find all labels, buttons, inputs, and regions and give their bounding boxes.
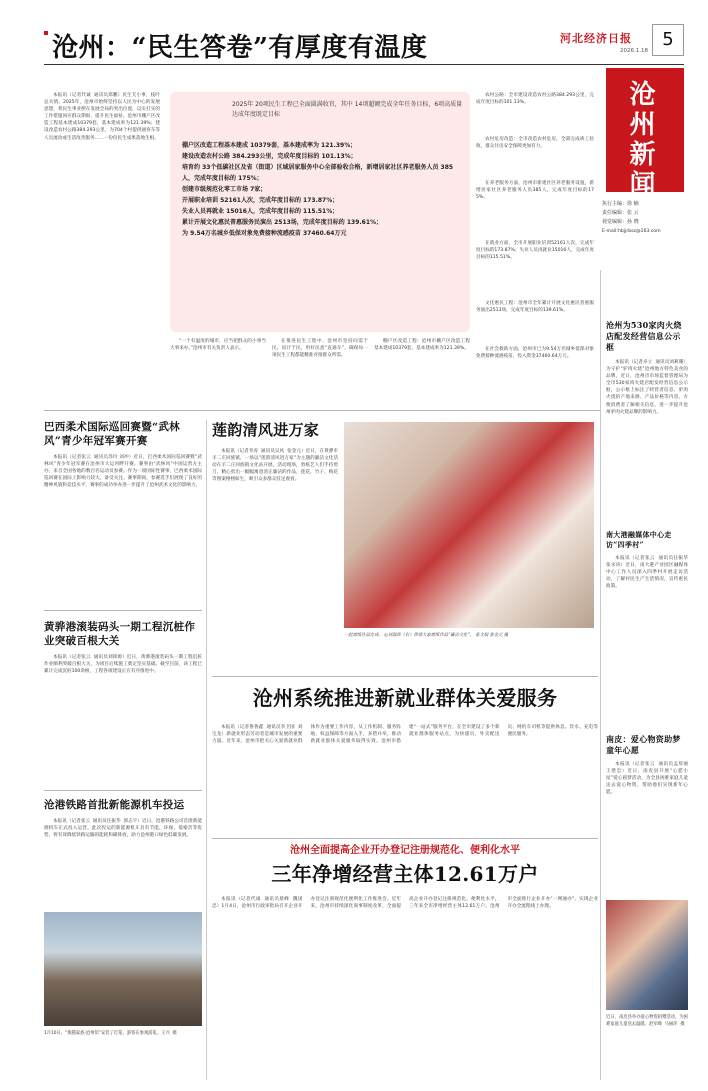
highlight-item: 为 9.54万名城乡低保对象免费接种流感疫苗 37460.64万元 <box>182 230 347 237</box>
left-brief-text: 本报讯（记者张云 通讯员苏玲 刘冲）近日，巴西柔术国际巡回赛暨“武林风”青少年冠军赛在沧州市大运河畔开赛。赛事由“武林风”中国运营方主办，来自全国各地的数百名运动员参赛。作为一项国际性赛事，巴西柔术国际巡回赛在国际上影响力较大，备受关注。赛事期间，参赛选手们展现了良好的精神风貌和竞技水平，赛事的成功举办进一步提升了沧州武术文化的影响力。 <box>44 455 202 489</box>
credits-box <box>602 200 688 256</box>
highlight-item: 棚户区改造工程基本建成 10379套，基本建成率为 121.39%； <box>182 142 357 149</box>
lead-paragraph: 在就业方面，全市开展职业培训52161人次，完成年度目标的173.87%；失业人员再就业15016人，完成年度目标的115.51%。 <box>476 241 594 261</box>
feature-photo <box>344 422 594 628</box>
employment-text: 本报讯（记者鲁鲁鑫 通讯员李卫国 刘宝龙）新就业形态劳动者是城市发展的重要力量。近年来，沧州市把关心关爱新就业群体作为重要工作内容，从工作机制、服务阵地、权益保障等方面入手，多措并举，推动新就业群体关爱服务取得实效。沧州市搭建“一站式”服务平台，在全市建设了多个新就业群体服务站点，为快递员、外卖配送员、网约车司机等提供休息、饮水、充电等便民服务。 <box>212 725 598 745</box>
left-brief-2 <box>44 620 202 784</box>
feature-text: 本报讯（记者李涛 通讯员吴风 张金元）近日，在黄骅市羊二庄回族镇，一场以“莲韵清风进万家”为主题的廉洁文化活动在羊二庄回族镇文化站开展。活动现场，剪纸艺人们手持剪刀，精心剪出一幅幅寓意清正廉洁的作品，莲花、竹子、梅花等图案栩栩如生，吸引众多群众驻足观看。 <box>212 449 338 483</box>
lead-paragraph: 在推进民生工程中，沧州市坚持问需于民、问计于民，用好民意“直通车”，确保每一项民生工程都能精准对接群众所需。 <box>272 339 368 359</box>
right-photo <box>606 900 688 1010</box>
train-photo <box>44 912 202 1026</box>
lead-paragraph: 棚户区改造工程：沧州市棚户区改造工程基本建成10379套，基本建成率为121.39%。 <box>374 339 470 352</box>
left-brief-title: 巴西柔术国际巡回赛暨“武林风”青少年冠军赛开赛 <box>44 421 180 447</box>
masthead-rule <box>44 64 684 65</box>
highlight-banner: 2025年 20项民生工程已全面圆满收官，其中 14项超额完成全年任务目标，6项高质量达成年度既定目标 <box>232 101 463 118</box>
lead-story <box>44 72 600 402</box>
business-title: 三年净增经营主体12.61万户 <box>271 862 539 886</box>
credit-line: 视觉编辑：孙 晓 <box>602 219 639 225</box>
left-brief-title: 沧港铁路首批新能源机车投运 <box>44 799 185 811</box>
right-brief-2 <box>606 530 691 725</box>
section-badge <box>606 68 684 200</box>
left-brief-3 <box>44 798 202 918</box>
issue-date: 2026.1.18 <box>620 48 648 54</box>
highlight-box <box>170 92 470 332</box>
lead-paragraph: 在养老服务方面，沧州市新建社区养老服务设施，新增居家社区养老服务人员385人，完成年度目标的175%。 <box>476 181 594 201</box>
right-photo-caption: 近日，南皮县举办爱心物资捐赠活动，为困难家庭儿童送去温暖。赵军峰 马丽萍 摄 <box>606 1015 688 1028</box>
section-divider <box>212 676 598 677</box>
right-brief-text: 本报讯（记者张云 通讯员任振华 张永涛）近日，南大港产业园区融媒体中心工作人员深入四季村开展走访活动，了解村民生产生活情况，宣传惠民政策。 <box>606 556 691 590</box>
section-title: 沧州新闻 <box>629 80 659 200</box>
left-brief-1 <box>44 420 202 604</box>
section-divider <box>212 838 598 839</box>
feature-caption: 一起剪纸作品完成。 ◎刘淑珍（右）带领大家剪纸作品“廉洁文化”。 张文娟 张金元 摄 <box>344 633 509 638</box>
highlight-item: 创建市级规范化零工市场 7家； <box>182 186 267 193</box>
highlight-item: 开展职业培训 52161人次，完成年度目标的 173.87%； <box>182 197 339 204</box>
masthead <box>0 0 708 63</box>
employment-title: 沧州系统推进新就业群体关爱服务 <box>252 686 558 710</box>
business-text: 本报讯（记者代诚 通讯员蔡峰 魏国忠）1月4日，沧州市行政审批局召开企业开办登记注册规范化便利化工作推进会。近年来，沧州市持续深化商事制度改革，全面提高企业开办登记注册规范化、便利化水平，三年来全市净增经营主体12.61万户。沧州市全面推行企业开办“一网通办”，实现企业开办全流程线上办理。 <box>212 897 598 910</box>
left-brief-text: 本报讯（记者张云 通讯员刘锋源）近日，黄骅港滚装码头一期工程沉桩作业顺利突破百根大关，为项目后续施工奠定坚实基础。截至目前，该工程已累计完成沉桩100余根，工程各项建设正在有序推进中。 <box>44 655 202 675</box>
feature-story <box>212 420 598 670</box>
credit-line: 责任编辑：张 云 <box>602 210 639 216</box>
credit-line: 执行主编：徐 楠 <box>602 201 639 207</box>
left-column-rule <box>206 420 207 1080</box>
lead-paragraph: 本报讯（记者代诚 通讯员郑鹏）民生无小事，枝叶总关情。2025年，沧州市始终坚持以人民为中心的发展思想，将民生事业摆在发展全局的突出位置，以实打实的工作措施回应群众期盼，提升民生福祉。沧州市棚户区改造工程基本建成10379套，基本建成率为121.39%；建设改造农村公路384.293公里，为704个村提供通客车等人员流动或生活改善服务……一份份民生成果落地生根。 <box>44 93 160 141</box>
page-number: 5 <box>652 24 684 56</box>
right-brief-text: 本报讯（记者张云 通讯员孟厚丽 王建忠）近日，南皮县开展“心愿小屋”爱心圆梦活动，为全县困难家庭儿童送去爱心物资，帮助他们实现新年心愿。 <box>606 762 691 796</box>
left-top-rule <box>44 31 48 35</box>
highlight-item: 培育约 33个低碳社区及省（街道）区域居家服务中心全部验收合格，新增居家社区养老服务人员 385人，完成年度目标的 175%； <box>182 164 454 182</box>
credit-email: E-mail:hbjjrbsz@163.com <box>602 229 661 234</box>
right-brief-title: 南大港融媒体中心走访“四季村” <box>606 530 672 549</box>
lead-paragraph: 农村危房改造：全市改造农村危房，全部完成竣工验收，群众住房安全保障更加有力。 <box>476 137 594 150</box>
highlight-item: 累计开展文化惠民普惠服务民演出 2513场，完成年度目标的 139.61%； <box>182 219 383 226</box>
lead-paragraph: 在社会救助方面，沧州市已为9.54万名城乡低保对象免费接种流感疫苗，投入资金37460.64万元。 <box>476 347 594 360</box>
lead-paragraph: 文化惠民工程：沧州市全年累计开展文化惠民普惠服务演出2513场，完成年度目标的139.61%。 <box>476 301 594 314</box>
train-photo-caption: 1月10日，“熊猫家族·沧州馆”安装了灯笼，游客在参观游览。王兴 摄 <box>44 1031 177 1036</box>
business-kicker: 沧州全面提高企业开办登记注册规范化、便利化水平 <box>290 845 520 856</box>
highlight-item: 建设改造农村公路 384.293公里，完成年度目标的 101.13%； <box>182 153 357 160</box>
section-divider <box>44 410 600 411</box>
page-main-title: 沧州：“民生答卷”有厚度有温度 <box>52 33 428 63</box>
highlight-list <box>182 140 462 239</box>
lead-paragraph: “一个有温度的城市，应当把群众的小事当大事来办。”沧州市有关负责人表示。 <box>170 339 266 352</box>
right-brief-title: 南皮：爱心物资助梦童年心愿 <box>606 734 681 755</box>
paper-name: 河北经济日报 <box>560 32 632 45</box>
business-story <box>212 844 598 1080</box>
feature-title: 莲韵清风进万家 <box>212 421 320 439</box>
brief-divider <box>44 610 202 611</box>
right-brief-3 <box>606 734 691 891</box>
employment-story <box>212 684 598 834</box>
right-brief-1 <box>606 320 688 549</box>
right-column-rule <box>600 270 601 1080</box>
brief-divider <box>44 790 202 791</box>
right-brief-title: 沧州为530家肉火烧店配发经营信息公示框 <box>606 320 682 352</box>
left-brief-text: 本报讯（记者张云 通讯员任振华 郭志宇）近日，沧港铁路公司首批新能源机车正式投入运营。此次投运的新能源机车具有节能、环保、低噪音等优势，将有效降低铁路运输的能耗和碳排放，助力沧州港口绿色低碳发展。 <box>44 819 202 839</box>
left-brief-title: 黄骅港滚装码头一期工程沉桩作业突破百根大关 <box>44 621 196 647</box>
right-brief-text: 本报讯（记者卓立 通讯员刘莉珊）为守护“驴肉火烧”沧州地方特色美食的品牌，近日，沧州市市场监督管理局为全市530家肉火烧店配发经营信息公示框，公示框上标注了经营者信息、驴肉火烧的产地来源、产品价格等内容，方便消费者了解相关信息，进一步提升沧州驴肉火烧品牌的影响力。 <box>606 360 688 415</box>
highlight-item: 失业人员再就业 15016人，完成年度目标的 115.51%； <box>182 208 339 215</box>
lead-paragraph: 农村公路：全市建设改造农村公路384.293公里，完成年度目标的101.13%。 <box>476 93 594 106</box>
